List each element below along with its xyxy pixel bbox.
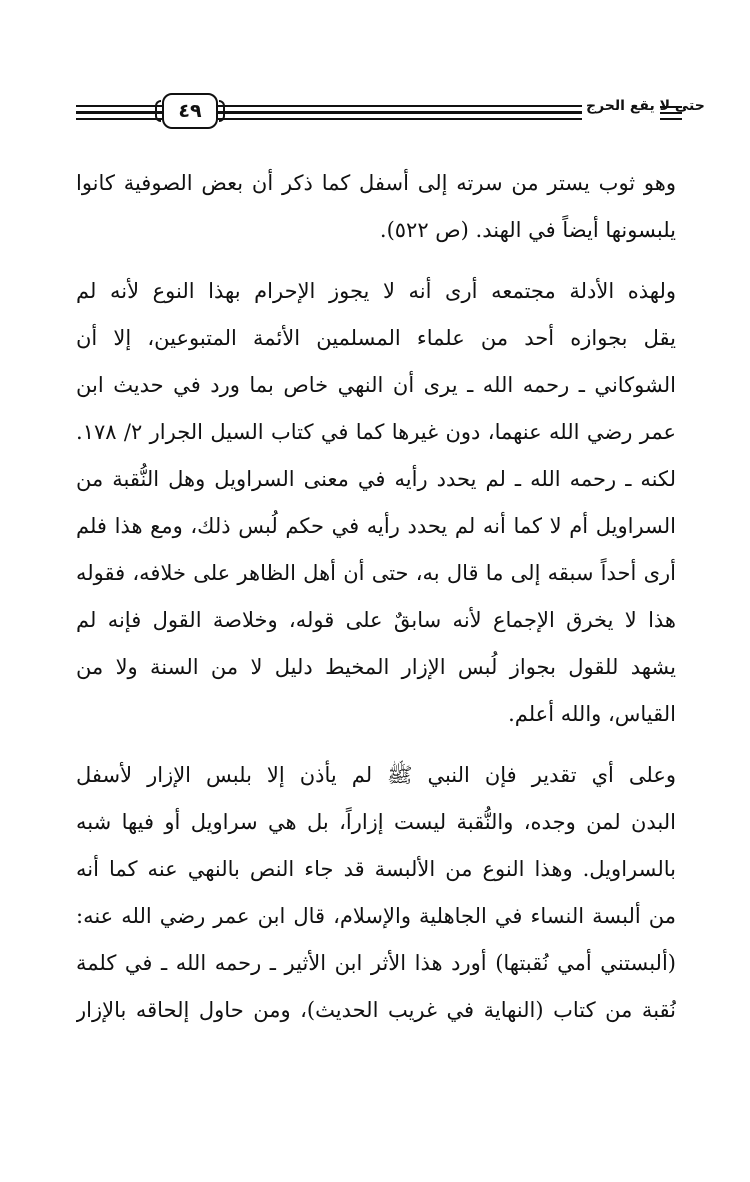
text-line: عمر رضي الله عنهما، دون غيرها كما في كتاب السيل الجرار ٢/ ١٧٨.	[76, 420, 676, 444]
page-number-frame	[162, 93, 218, 129]
text-line: بالسراويل. وهذا النوع من الألبسة قد جاء النص بالنهي عنه كما أنه	[76, 857, 676, 881]
header-rule	[76, 111, 162, 114]
text-line: نُقبة من كتاب (النهاية في غريب الحديث)، ومن حاول إلحاقه بالإزار	[76, 998, 676, 1022]
text-line: هذا لا يخرق الإجماع لأنه سابقٌ على قوله، وخلاصة القول فإنه لم	[76, 608, 676, 632]
header-rule	[76, 118, 162, 120]
text-line: القياس، والله أعلم.	[508, 702, 676, 726]
text-line: وهو ثوب يستر من سرته إلى أسفل كما ذكر أن بعض الصوفية كانوا	[76, 171, 676, 195]
text-line: البدن لمن وجده، والنُّقبة ليست إزاراً، بل هي سراويل أو فيها شبه	[76, 810, 676, 834]
text-line: ولهذه الأدلة مجتمعه أرى أنه لا يجوز الإحرام بهذا النوع لأنه لم	[76, 279, 676, 303]
text-line: يشهد للقول بجواز لُبس الإزار المخيط دليل لا من السنة ولا من	[76, 655, 676, 679]
header-rule	[660, 118, 682, 120]
text-line: يقل بجوازه أحد من علماء المسلمين الأئمة المتبوعين، إلا أن	[76, 326, 676, 350]
header-rule	[76, 105, 162, 107]
paragraph	[76, 160, 676, 254]
text-line: الشوكاني ـ رحمه الله ـ يرى أن النهي خاص بما ورد في حديث ابن	[76, 373, 676, 397]
paragraph	[76, 268, 676, 738]
header-rule	[660, 112, 682, 114]
text-line: (ألبستني أمي نُقبتها) أورد هذا الأثر ابن الأثير ـ رحمه الله ـ في كلمة	[76, 951, 676, 975]
header-rule	[218, 111, 582, 114]
text-line: أرى أحداً سبقه إلى ما قال به، حتى أن أهل الظاهر على خلافه، فقوله	[76, 561, 676, 585]
header-rule	[218, 118, 582, 120]
text-line: وعلى أي تقدير فإن النبي ﷺ لم يأذن إلا بلبس الإزار لأسفل	[76, 763, 676, 787]
text-line: لكنه ـ رحمه الله ـ لم يحدد رأيه في معنى السراويل وهل النُّقبة من	[76, 467, 676, 491]
page-header	[68, 92, 705, 132]
text-line: من ألبسة النساء في الجاهلية والإسلام، قال ابن عمر رضي الله عنه:	[76, 904, 676, 928]
text-line: السراويل أم لا كما أنه لم يحدد رأيه في حكم لُبس ذلك، ومع هذا فلم	[76, 514, 676, 538]
page-number: ٤٩	[178, 99, 202, 122]
body-text	[76, 160, 676, 1034]
header-rule	[660, 106, 682, 108]
running-title: حتى لا يقع الحرج	[586, 98, 705, 114]
paragraph	[76, 752, 676, 1034]
text-line: يلبسونها أيضاً في الهند. (ص ٥٢٢).	[379, 218, 676, 242]
header-rule	[218, 105, 582, 107]
